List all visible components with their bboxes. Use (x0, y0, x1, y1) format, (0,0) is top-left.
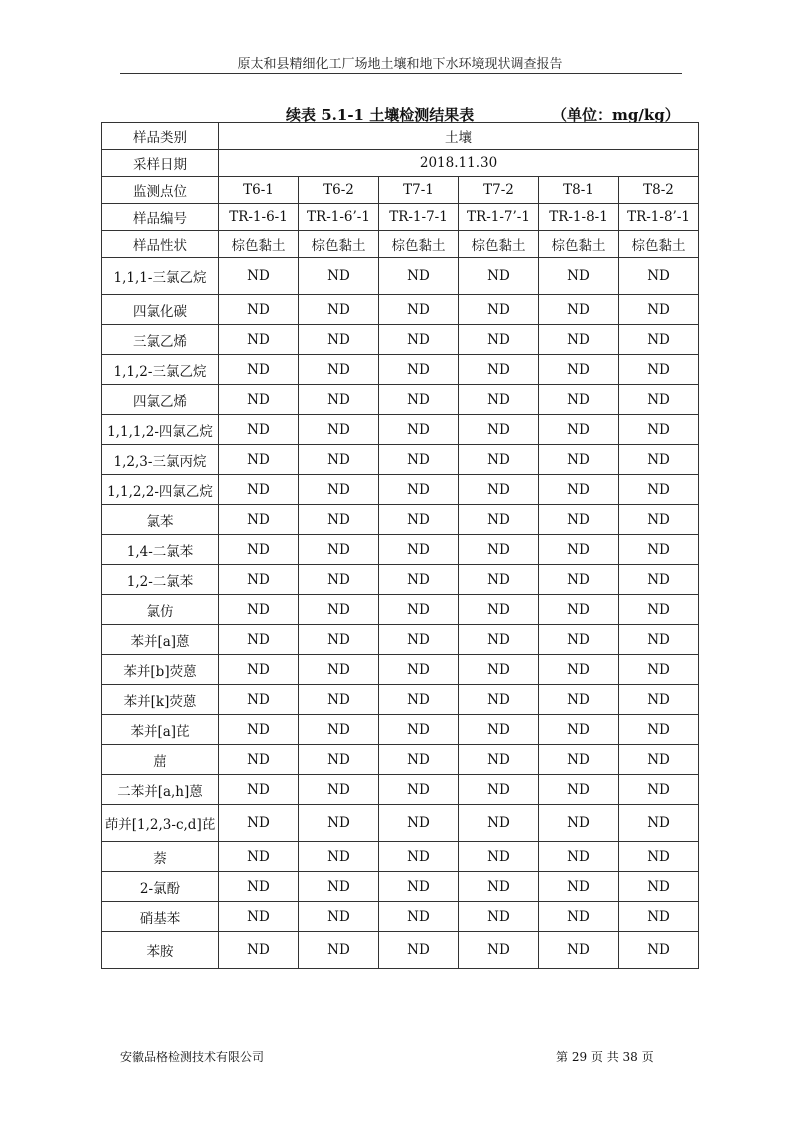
result-cell: ND (619, 595, 699, 625)
analyte-row (102, 595, 699, 625)
analyte-row (102, 355, 699, 385)
result-cell: ND (379, 385, 459, 415)
result-cell: ND (299, 325, 379, 355)
result-cell: ND (379, 625, 459, 655)
analyte-name: 1,1,1-三氯乙烷 (102, 258, 219, 295)
sample-type-label: 样品类别 (102, 123, 219, 150)
analyte-row (102, 775, 699, 805)
nature-cell: 棕色黏土 (539, 231, 619, 258)
result-cell: ND (299, 625, 379, 655)
analyte-name: 苯并[k]荧蒽 (102, 685, 219, 715)
result-cell: ND (299, 355, 379, 385)
sampling-date-value: 2018.11.30 (219, 150, 699, 177)
result-cell: ND (299, 932, 379, 969)
analyte-row (102, 625, 699, 655)
analyte-row (102, 745, 699, 775)
result-cell: ND (219, 258, 299, 295)
result-cell: ND (539, 258, 619, 295)
result-cell: ND (459, 902, 539, 932)
result-cell: ND (619, 872, 699, 902)
analyte-name: 氯仿 (102, 595, 219, 625)
result-cell: ND (379, 685, 459, 715)
result-cell: ND (379, 715, 459, 745)
code-cell: TR-1-8-1 (539, 204, 619, 231)
result-cell: ND (219, 295, 299, 325)
result-cell: ND (219, 475, 299, 505)
result-cell: ND (539, 655, 619, 685)
result-cell: ND (219, 715, 299, 745)
analyte-name: 苯胺 (102, 932, 219, 969)
result-cell: ND (219, 505, 299, 535)
analyte-row (102, 565, 699, 595)
result-cell: ND (539, 295, 619, 325)
result-cell: ND (299, 445, 379, 475)
result-cell: ND (459, 872, 539, 902)
result-cell: ND (219, 745, 299, 775)
result-cell: ND (539, 902, 619, 932)
sampling-date-label: 采样日期 (102, 150, 219, 177)
analyte-row (102, 685, 699, 715)
result-cell: ND (379, 872, 459, 902)
result-cell: ND (619, 655, 699, 685)
point-cell: T8-2 (619, 177, 699, 204)
result-cell: ND (219, 842, 299, 872)
result-cell: ND (539, 595, 619, 625)
footer-page-number: 第 29 页 共 38 页 (556, 1050, 654, 1064)
result-cell: ND (619, 535, 699, 565)
analyte-row (102, 842, 699, 872)
nature-cell: 棕色黏土 (219, 231, 299, 258)
result-cell: ND (379, 505, 459, 535)
result-cell: ND (619, 715, 699, 745)
sample-type-row (102, 123, 699, 150)
result-cell: ND (539, 775, 619, 805)
result-cell: ND (299, 505, 379, 535)
result-cell: ND (299, 805, 379, 842)
result-cell: ND (619, 445, 699, 475)
point-cell: T7-1 (379, 177, 459, 204)
result-cell: ND (299, 842, 379, 872)
analyte-name: 1,2,3-三氯丙烷 (102, 445, 219, 475)
result-cell: ND (219, 655, 299, 685)
result-cell: ND (379, 325, 459, 355)
result-cell: ND (219, 805, 299, 842)
result-cell: ND (459, 295, 539, 325)
analyte-row (102, 415, 699, 445)
analyte-row (102, 295, 699, 325)
result-cell: ND (619, 805, 699, 842)
analyte-row (102, 932, 699, 969)
result-cell: ND (539, 535, 619, 565)
result-cell: ND (219, 565, 299, 595)
result-cell: ND (219, 932, 299, 969)
result-cell: ND (459, 715, 539, 745)
result-cell: ND (619, 505, 699, 535)
analyte-name: 硝基苯 (102, 902, 219, 932)
result-cell: ND (219, 355, 299, 385)
analyte-row (102, 715, 699, 745)
result-cell: ND (619, 415, 699, 445)
analyte-row (102, 258, 699, 295)
result-cell: ND (539, 445, 619, 475)
table-title: 续表 5.1-1 土壤检测结果表 (286, 106, 475, 124)
table-caption (100, 104, 700, 124)
result-cell: ND (299, 745, 379, 775)
result-cell: ND (219, 325, 299, 355)
result-cell: ND (619, 355, 699, 385)
analyte-row (102, 505, 699, 535)
analyte-name: 苯并[a]芘 (102, 715, 219, 745)
result-cell: ND (539, 872, 619, 902)
result-cell: ND (219, 775, 299, 805)
result-cell: ND (379, 805, 459, 842)
analyte-name: 茚并[1,2,3-c,d]芘 (102, 805, 219, 842)
result-cell: ND (619, 842, 699, 872)
result-cell: ND (459, 625, 539, 655)
result-cell: ND (379, 355, 459, 385)
analyte-row (102, 902, 699, 932)
result-cell: ND (539, 715, 619, 745)
analyte-name: 1,1,1,2-四氯乙烷 (102, 415, 219, 445)
nature-cell: 棕色黏土 (619, 231, 699, 258)
nature-cell: 棕色黏土 (459, 231, 539, 258)
result-cell: ND (539, 325, 619, 355)
table-unit: （单位：mg/kg） (552, 106, 680, 124)
result-cell: ND (379, 745, 459, 775)
result-cell: ND (619, 565, 699, 595)
result-cell: ND (459, 258, 539, 295)
result-cell: ND (219, 902, 299, 932)
result-cell: ND (299, 872, 379, 902)
analyte-name: 苯并[b]荧蒽 (102, 655, 219, 685)
result-cell: ND (299, 715, 379, 745)
sample-nature-row (102, 231, 699, 258)
result-cell: ND (299, 295, 379, 325)
analyte-name: 1,2-二氯苯 (102, 565, 219, 595)
result-cell: ND (219, 625, 299, 655)
analyte-name: 1,1,2-三氯乙烷 (102, 355, 219, 385)
result-cell: ND (219, 535, 299, 565)
result-cell: ND (219, 595, 299, 625)
result-cell: ND (539, 565, 619, 595)
analyte-row (102, 535, 699, 565)
result-cell: ND (539, 385, 619, 415)
result-cell: ND (619, 475, 699, 505)
result-cell: ND (459, 505, 539, 535)
result-cell: ND (539, 505, 619, 535)
result-cell: ND (379, 902, 459, 932)
nature-cell: 棕色黏土 (299, 231, 379, 258)
result-cell: ND (379, 775, 459, 805)
code-cell: TR-1-6-1 (219, 204, 299, 231)
result-cell: ND (459, 595, 539, 625)
result-cell: ND (459, 842, 539, 872)
result-cell: ND (539, 745, 619, 775)
result-cell: ND (379, 415, 459, 445)
result-cell: ND (299, 415, 379, 445)
analyte-row (102, 445, 699, 475)
result-cell: ND (299, 535, 379, 565)
result-cell: ND (619, 932, 699, 969)
analyte-name: 1,1,2,2-四氯乙烷 (102, 475, 219, 505)
result-cell: ND (619, 385, 699, 415)
sample-nature-label: 样品性状 (102, 231, 219, 258)
result-cell: ND (299, 685, 379, 715)
analyte-name: 苯并[a]蒽 (102, 625, 219, 655)
result-cell: ND (459, 535, 539, 565)
result-cell: ND (219, 685, 299, 715)
result-cell: ND (619, 902, 699, 932)
result-cell: ND (459, 932, 539, 969)
point-cell: T7-2 (459, 177, 539, 204)
analyte-row (102, 805, 699, 842)
result-cell: ND (379, 535, 459, 565)
result-cell: ND (459, 805, 539, 842)
analyte-name: 二苯并[a,h]蒽 (102, 775, 219, 805)
result-cell: ND (459, 445, 539, 475)
analyte-name: 氯苯 (102, 505, 219, 535)
sample-code-label: 样品编号 (102, 204, 219, 231)
result-cell: ND (299, 385, 379, 415)
result-cell: ND (459, 655, 539, 685)
result-cell: ND (619, 325, 699, 355)
result-cell: ND (459, 385, 539, 415)
code-cell: TR-1-8’-1 (619, 204, 699, 231)
result-cell: ND (379, 295, 459, 325)
result-cell: ND (379, 595, 459, 625)
result-cell: ND (539, 625, 619, 655)
result-cell: ND (219, 445, 299, 475)
analyte-row (102, 385, 699, 415)
result-cell: ND (539, 932, 619, 969)
document-header-title: 原太和县精细化工厂场地土壤和地下水环境现状调查报告 (237, 57, 563, 72)
result-cell: ND (299, 775, 379, 805)
code-cell: TR-1-7’-1 (459, 204, 539, 231)
point-cell: T6-1 (219, 177, 299, 204)
result-cell: ND (459, 355, 539, 385)
result-cell: ND (539, 842, 619, 872)
result-cell: ND (619, 775, 699, 805)
analyte-name: 三氯乙烯 (102, 325, 219, 355)
result-cell: ND (299, 655, 379, 685)
result-cell: ND (459, 745, 539, 775)
result-cell: ND (619, 745, 699, 775)
sample-code-row (102, 204, 699, 231)
result-cell: ND (299, 258, 379, 295)
result-cell: ND (379, 445, 459, 475)
result-cell: ND (539, 355, 619, 385)
result-cell: ND (459, 475, 539, 505)
result-cell: ND (539, 415, 619, 445)
result-cell: ND (299, 565, 379, 595)
analyte-row (102, 872, 699, 902)
result-cell: ND (299, 902, 379, 932)
result-cell: ND (459, 685, 539, 715)
result-cell: ND (459, 325, 539, 355)
result-cell: ND (459, 415, 539, 445)
result-cell: ND (379, 258, 459, 295)
result-cell: ND (459, 565, 539, 595)
analyte-name: 四氯乙烯 (102, 385, 219, 415)
result-cell: ND (299, 475, 379, 505)
result-cell: ND (539, 805, 619, 842)
result-cell: ND (379, 655, 459, 685)
result-cell: ND (379, 932, 459, 969)
result-cell: ND (619, 295, 699, 325)
monitoring-point-row (102, 177, 699, 204)
result-cell: ND (379, 475, 459, 505)
point-cell: T6-2 (299, 177, 379, 204)
result-cell: ND (619, 625, 699, 655)
result-cell: ND (539, 685, 619, 715)
analyte-name: 䓛 (102, 745, 219, 775)
analyte-row (102, 325, 699, 355)
analyte-name: 四氯化碳 (102, 295, 219, 325)
result-cell: ND (299, 595, 379, 625)
result-cell: ND (379, 842, 459, 872)
analyte-name: 2-氯酚 (102, 872, 219, 902)
soil-results-table (101, 122, 699, 969)
analyte-row (102, 475, 699, 505)
code-cell: TR-1-7-1 (379, 204, 459, 231)
result-cell: ND (539, 475, 619, 505)
header-divider (120, 73, 682, 74)
result-cell: ND (219, 872, 299, 902)
nature-cell: 棕色黏土 (379, 231, 459, 258)
analyte-row (102, 655, 699, 685)
point-cell: T8-1 (539, 177, 619, 204)
result-cell: ND (619, 258, 699, 295)
result-cell: ND (379, 565, 459, 595)
analyte-name: 萘 (102, 842, 219, 872)
monitoring-point-label: 监测点位 (102, 177, 219, 204)
result-cell: ND (219, 385, 299, 415)
sampling-date-row (102, 150, 699, 177)
result-cell: ND (619, 685, 699, 715)
sample-type-value: 土壤 (219, 123, 699, 150)
result-cell: ND (459, 775, 539, 805)
result-cell: ND (219, 415, 299, 445)
footer-company: 安徽品格检测技术有限公司 (120, 1050, 265, 1064)
code-cell: TR-1-6’-1 (299, 204, 379, 231)
analyte-name: 1,4-二氯苯 (102, 535, 219, 565)
